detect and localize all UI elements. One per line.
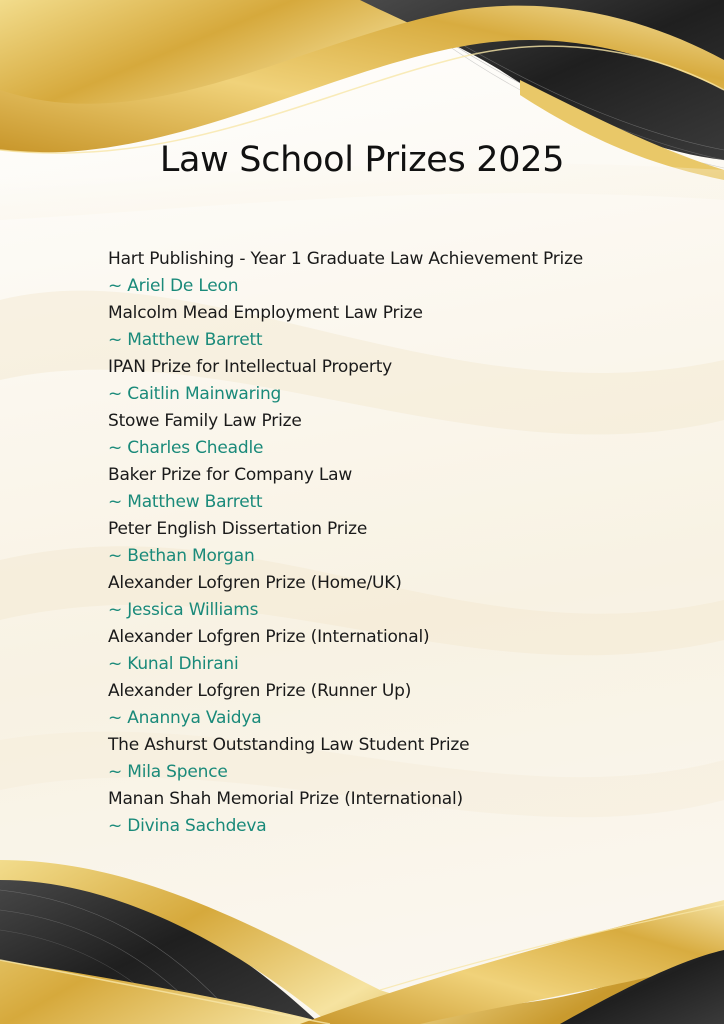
- prize-winner: ~ Kunal Dhirani: [108, 654, 239, 674]
- prize-winner: ~ Bethan Morgan: [108, 546, 255, 566]
- list-item: [108, 624, 688, 678]
- prize-name: IPAN Prize for Intellectual Property: [108, 357, 393, 377]
- prize-winner: ~ Matthew Barrett: [108, 492, 263, 512]
- list-item: [108, 354, 688, 408]
- prize-winner: ~ Caitlin Mainwaring: [108, 384, 282, 404]
- list-item: [108, 462, 688, 516]
- prize-winner: ~ Mila Spence: [108, 762, 228, 782]
- prize-name: The Ashurst Outstanding Law Student Prize: [108, 735, 470, 755]
- list-item: [108, 786, 688, 840]
- list-item: [108, 678, 688, 732]
- prize-winner: ~ Anannya Vaidya: [108, 708, 262, 728]
- list-item: [108, 570, 688, 624]
- prize-winner: ~ Charles Cheadle: [108, 438, 264, 458]
- list-item: [108, 300, 688, 354]
- list-item: [108, 246, 688, 300]
- prize-name: Peter English Dissertation Prize: [108, 519, 368, 539]
- prize-name: Malcolm Mead Employment Law Prize: [108, 303, 423, 323]
- page-title: Law School Prizes 2025: [159, 140, 565, 180]
- prize-winner: ~ Matthew Barrett: [108, 330, 263, 350]
- list-item: [108, 408, 688, 462]
- prize-winner: ~ Divina Sachdeva: [108, 816, 267, 836]
- prize-name: Alexander Lofgren Prize (International): [108, 627, 430, 647]
- prize-name: Hart Publishing - Year 1 Graduate Law Achievement Prize: [108, 249, 584, 269]
- prize-winner: ~ Ariel De Leon: [108, 276, 239, 296]
- prize-list: [108, 246, 688, 840]
- prize-winner: ~ Jessica Williams: [108, 600, 259, 620]
- prize-name: Stowe Family Law Prize: [108, 411, 302, 431]
- prize-name: Alexander Lofgren Prize (Runner Up): [108, 681, 412, 701]
- list-item: [108, 516, 688, 570]
- prize-name: Alexander Lofgren Prize (Home/UK): [108, 573, 402, 593]
- prize-name: Baker Prize for Company Law: [108, 465, 353, 485]
- prize-name: Manan Shah Memorial Prize (International): [108, 789, 463, 809]
- list-item: [108, 732, 688, 786]
